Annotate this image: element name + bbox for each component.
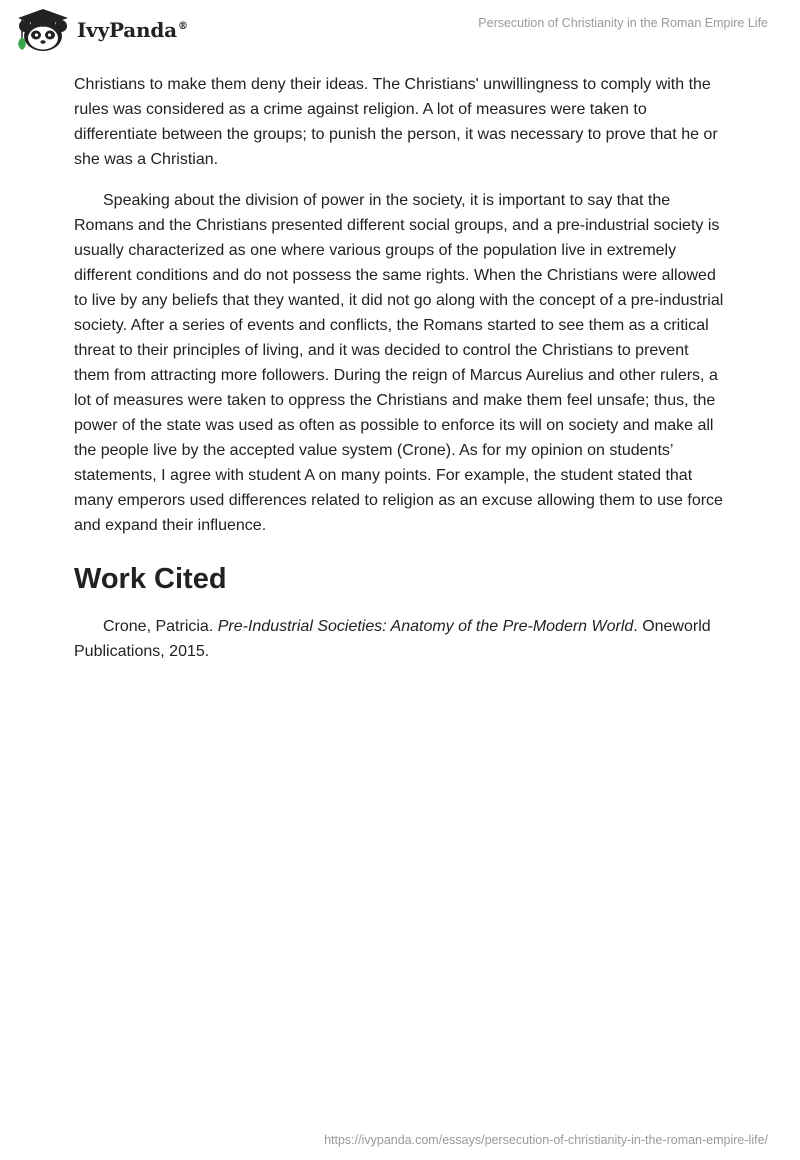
registered-mark: ® <box>177 21 188 33</box>
citation-entry <box>74 614 724 664</box>
running-title: Persecution of Christianity in the Roman Empire Life <box>478 16 768 30</box>
citation-publisher: . Oneworld Publications, 2015. <box>74 618 711 660</box>
citation-title: Pre-Industrial Societies: Anatomy of the Pre-Modern World <box>217 618 634 635</box>
essay-content <box>74 72 724 664</box>
body-paragraph-1: Christians to make them deny their ideas. The Christians' unwillingness to comply with the rules was considered as a crime against religion. A lot of measures were taken to differentiate between the groups; to punish the person, it was necessary to prove that he or she was a Christian. <box>74 76 718 168</box>
works-cited-heading: Work Cited <box>74 563 227 595</box>
panda-graduate-icon <box>14 8 72 52</box>
citation-author: Crone, Patricia. <box>103 618 218 635</box>
body-paragraph-2: Speaking about the division of power in the society, it is important to say that the Romans and the Christians presented different social groups, and a pre-industrial society is usually characterized as one where various groups of the population live in extremely different conditions and do not possess the same rights. When the Christians were allowed to live by any beliefs that they wanted, it did not go along with the concept of a pre-industrial society. After a series of events and conflicts, the Romans started to see them as a critical threat to their principles of living, and it was decided to control the Christians to prevent them from attracting more followers. During the reign of Marcus Aurelius and other rulers, a lot of measures were taken to oppress the Christians and make them feel unsafe; thus, the power of the state was used as often as possible to enforce its will on society and make all the people live by the accepted value system (Crone). As for my opinion on students’ statements, I agree with student A on many points. For example, the student stated that many emperors used differences related to religion as an excuse allowing them to use force and expand their influence. <box>74 192 724 534</box>
source-url[interactable]: https://ivypanda.com/essays/persecution-of-christianity-in-the-roman-empire-life/ <box>324 1133 768 1147</box>
ivypanda-logo[interactable] <box>14 8 188 52</box>
brand-name: IvyPanda® <box>77 18 188 42</box>
page-header <box>0 0 800 62</box>
